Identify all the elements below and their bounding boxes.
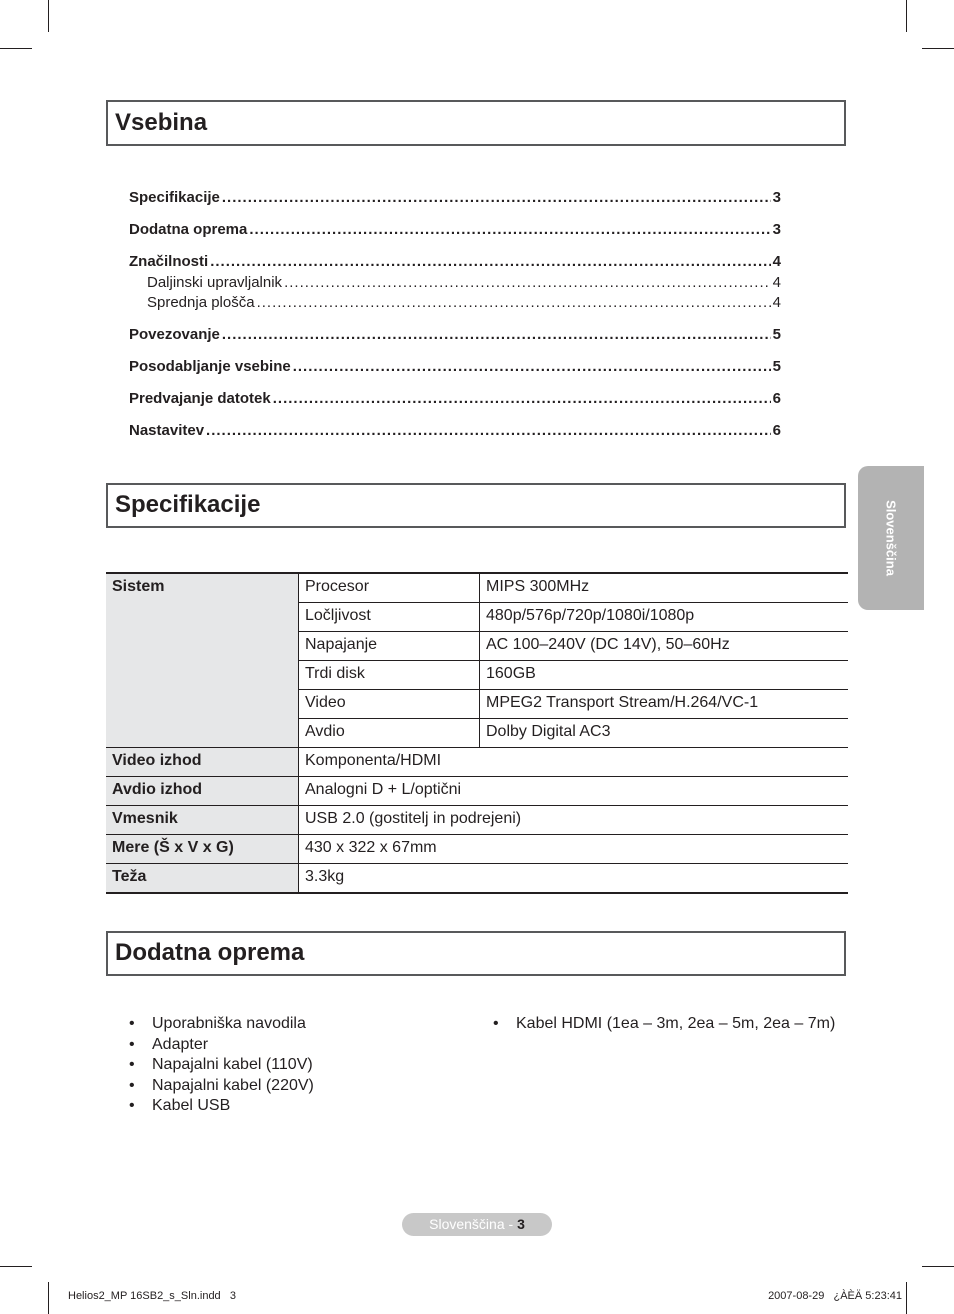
crop-mark xyxy=(906,1282,907,1314)
crop-mark xyxy=(0,1266,32,1267)
list-item: • Kabel USB xyxy=(129,1096,314,1117)
spec-name: Video xyxy=(299,690,480,719)
table-row xyxy=(106,835,848,864)
contents-section-header xyxy=(106,100,846,146)
specs-title: Specifikacije xyxy=(115,491,261,518)
spec-name: Ločljivost xyxy=(299,603,480,632)
toc-entry-page: 6 xyxy=(772,390,781,407)
toc-entry-page: 6 xyxy=(772,422,781,439)
crop-mark xyxy=(922,48,954,49)
spec-value: Dolby Digital AC3 xyxy=(480,719,849,748)
spec-group-label: Vmesnik xyxy=(106,806,299,835)
spec-name: Napajanje xyxy=(299,632,480,661)
spec-value: 480p/576p/720p/1080i/1080p xyxy=(480,603,849,632)
toc-entry[interactable] xyxy=(129,323,781,343)
print-slug-date: 2007-08-29 ¿ÀÈÄ 5:23:41 xyxy=(768,1290,902,1302)
toc-leader-dots xyxy=(293,358,771,375)
spec-group-label: Mere (Š x V x G) xyxy=(106,835,299,864)
spec-value: Analogni D + L/optični xyxy=(299,777,849,806)
toc-leader-dots xyxy=(257,294,771,311)
toc-entry[interactable] xyxy=(129,419,781,439)
toc-entry-label: Značilnosti xyxy=(129,253,209,270)
spec-value: USB 2.0 (gostitelj in podrejeni) xyxy=(299,806,849,835)
spec-value: 430 x 322 x 67mm xyxy=(299,835,849,864)
crop-mark xyxy=(0,48,32,49)
toc-entry[interactable] xyxy=(129,250,781,270)
toc-entry-label: Dodatna oprema xyxy=(129,221,248,238)
spec-value: 160GB xyxy=(480,661,849,690)
toc-entry-label: Predvajanje datotek xyxy=(129,390,271,407)
list-item: • Kabel HDMI (1ea – 3m, 2ea – 5m, 2ea – 7m) xyxy=(493,1014,835,1035)
table-row xyxy=(106,864,848,894)
toc-entry-page: 5 xyxy=(772,358,781,375)
spec-value: 3.3kg xyxy=(299,864,849,894)
spec-group-label: Teža xyxy=(106,864,299,894)
spec-name: Trdi disk xyxy=(299,661,480,690)
accessories-list-left xyxy=(129,1014,314,1117)
toc-entry-label: Specifikacije xyxy=(129,189,220,206)
page-number-badge xyxy=(402,1213,552,1236)
toc-leader-dots xyxy=(249,221,770,238)
toc-entry-page: 5 xyxy=(772,326,781,343)
specifications-table xyxy=(106,572,848,894)
table-row xyxy=(106,777,848,806)
table-row xyxy=(106,573,848,603)
list-item: • Napajalni kabel (110V) xyxy=(129,1055,314,1076)
toc-entry-label: Posodabljanje vsebine xyxy=(129,358,291,375)
page-label: Slovenščina - xyxy=(429,1216,518,1232)
spec-value: MPEG2 Transport Stream/H.264/VC-1 xyxy=(480,690,849,719)
toc-entry-page: 4 xyxy=(772,274,781,291)
accessories-section-header xyxy=(106,931,846,976)
list-item: • Adapter xyxy=(129,1035,314,1056)
accessories-title: Dodatna oprema xyxy=(115,939,305,966)
list-item: • Uporabniška navodila xyxy=(129,1014,314,1035)
specs-section-header xyxy=(106,483,846,528)
contents-title: Vsebina xyxy=(115,109,208,136)
toc-entry-label: Sprednja plošča xyxy=(147,294,255,311)
toc-entry-label: Nastavitev xyxy=(129,422,205,439)
language-side-tab xyxy=(858,466,924,610)
crop-mark xyxy=(48,1282,49,1314)
toc-entry[interactable] xyxy=(129,355,781,375)
table-row xyxy=(106,748,848,777)
page-number: 3 xyxy=(517,1216,525,1232)
toc-entry-page: 4 xyxy=(772,294,781,311)
accessories-list-right xyxy=(493,1014,835,1035)
toc-entry-page: 3 xyxy=(772,189,781,206)
spec-value: AC 100–240V (DC 14V), 50–60Hz xyxy=(480,632,849,661)
table-row xyxy=(106,806,848,835)
toc-entry-page: 4 xyxy=(772,253,781,270)
toc-entry[interactable] xyxy=(129,218,781,238)
toc-subentry[interactable] xyxy=(147,271,781,291)
print-slug-file: Helios2_MP 16SB2_s_Sln.indd 3 xyxy=(68,1290,236,1302)
spec-name: Avdio xyxy=(299,719,480,748)
spec-value: MIPS 300MHz xyxy=(480,573,849,603)
toc-entry-label: Daljinski upravljalnik xyxy=(147,274,283,291)
toc-leader-dots xyxy=(222,326,771,343)
toc-entry[interactable] xyxy=(129,186,781,206)
toc-entry-label: Povezovanje xyxy=(129,326,220,343)
toc-leader-dots xyxy=(284,274,771,291)
toc-leader-dots xyxy=(210,253,770,270)
spec-group-label: Avdio izhod xyxy=(106,777,299,806)
spec-value: Komponenta/HDMI xyxy=(299,748,849,777)
crop-mark xyxy=(922,1266,954,1267)
spec-group-label: Sistem xyxy=(106,573,299,748)
side-tab-label: Slovenščina xyxy=(883,500,899,576)
toc-leader-dots xyxy=(222,189,771,206)
toc-subentry[interactable] xyxy=(147,291,781,311)
toc-leader-dots xyxy=(206,422,771,439)
toc-entry[interactable] xyxy=(129,387,781,407)
crop-mark xyxy=(906,0,907,32)
spec-name: Procesor xyxy=(299,573,480,603)
list-item: • Napajalni kabel (220V) xyxy=(129,1076,314,1097)
spec-group-label: Video izhod xyxy=(106,748,299,777)
toc-leader-dots xyxy=(273,390,771,407)
toc-entry-page: 3 xyxy=(772,221,781,238)
crop-mark xyxy=(48,0,49,32)
